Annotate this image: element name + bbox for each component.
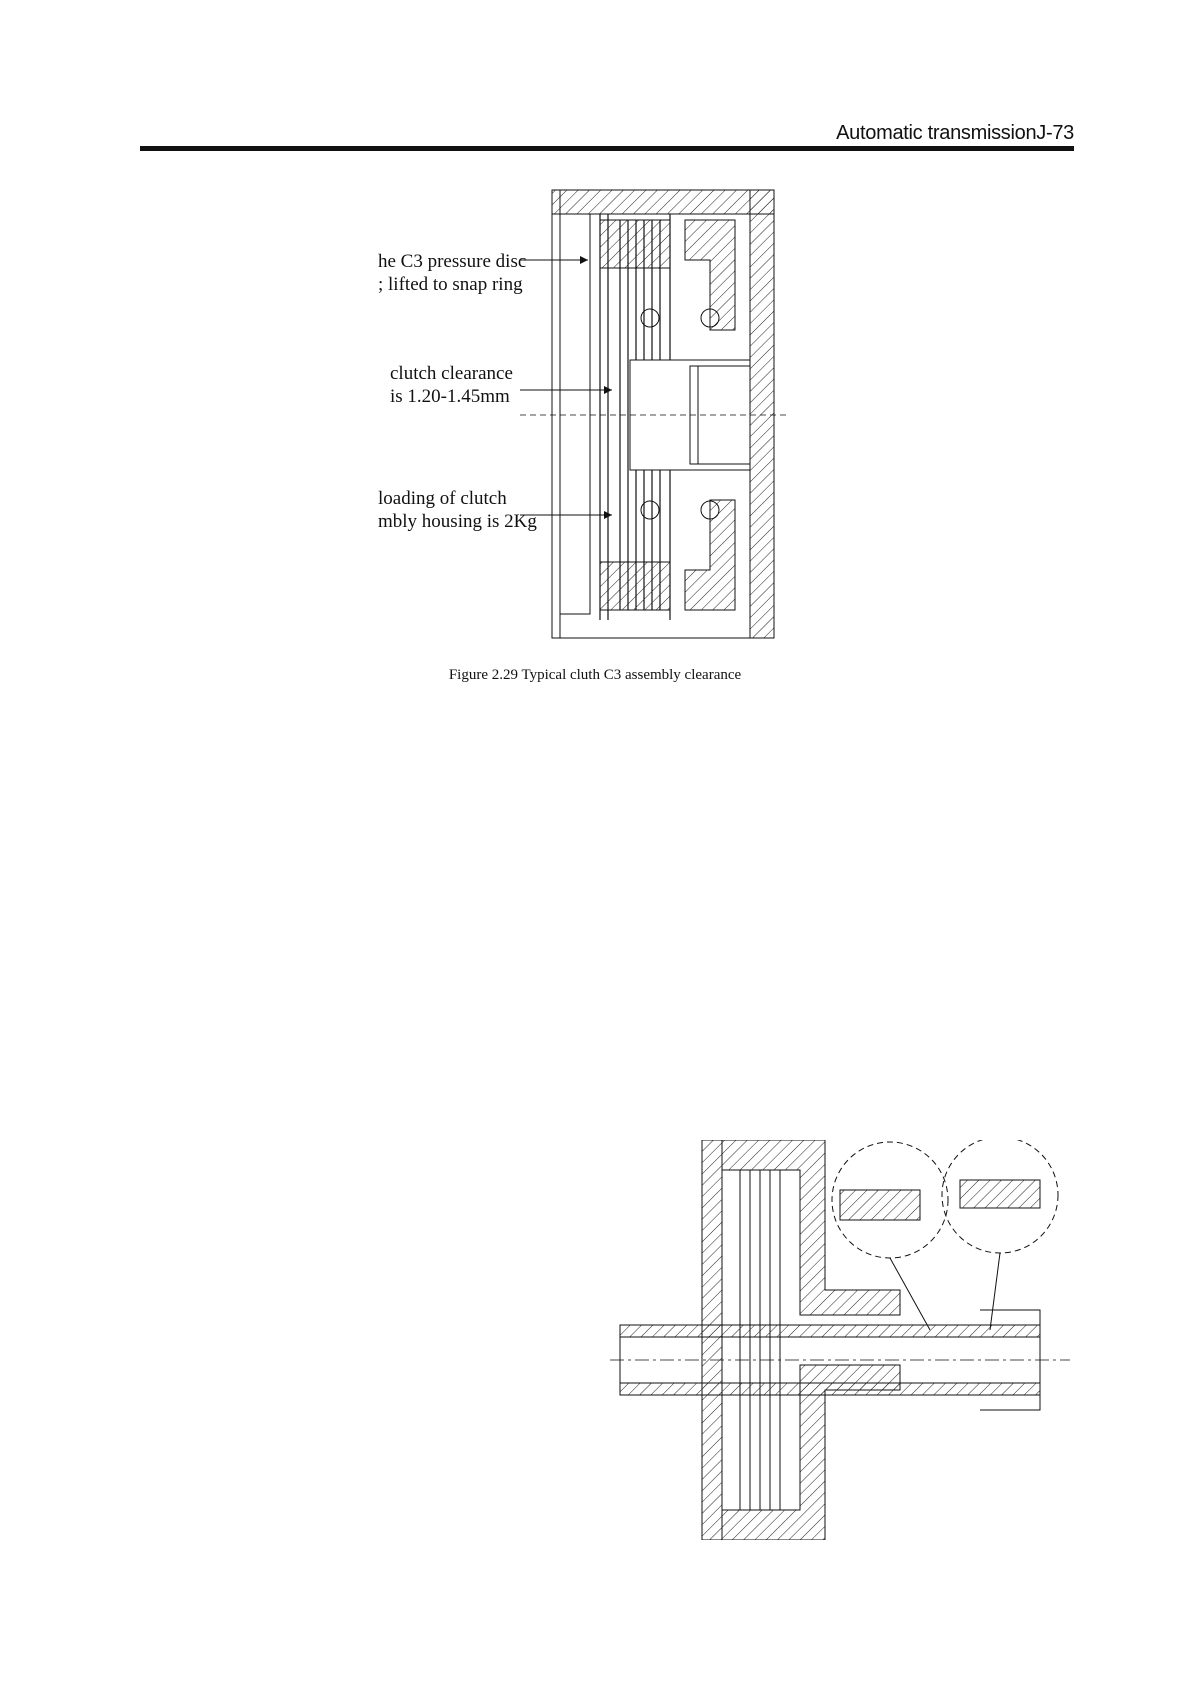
label-clearance-line2: is 1.20-1.45mm	[390, 386, 510, 407]
label-clearance-line1: clutch clearance	[390, 363, 513, 384]
clutch-c3-drawing	[520, 180, 800, 650]
clutch-shaft-drawing	[600, 1140, 1080, 1540]
header-title: Automatic transmissionJ-73	[836, 122, 1074, 144]
label-loading-line1: loading of clutch	[378, 488, 507, 509]
label-loading-line2: mbly housing is 2Kg	[378, 511, 537, 532]
header-rule	[140, 146, 1074, 151]
figure-caption: Figure 2.29 Typical cluth C3 assembly clearance	[448, 667, 742, 683]
label-pressure-disc-line2: ; lifted to snap ring	[378, 274, 523, 295]
label-pressure-disc-line1: he C3 pressure disc	[378, 251, 527, 272]
